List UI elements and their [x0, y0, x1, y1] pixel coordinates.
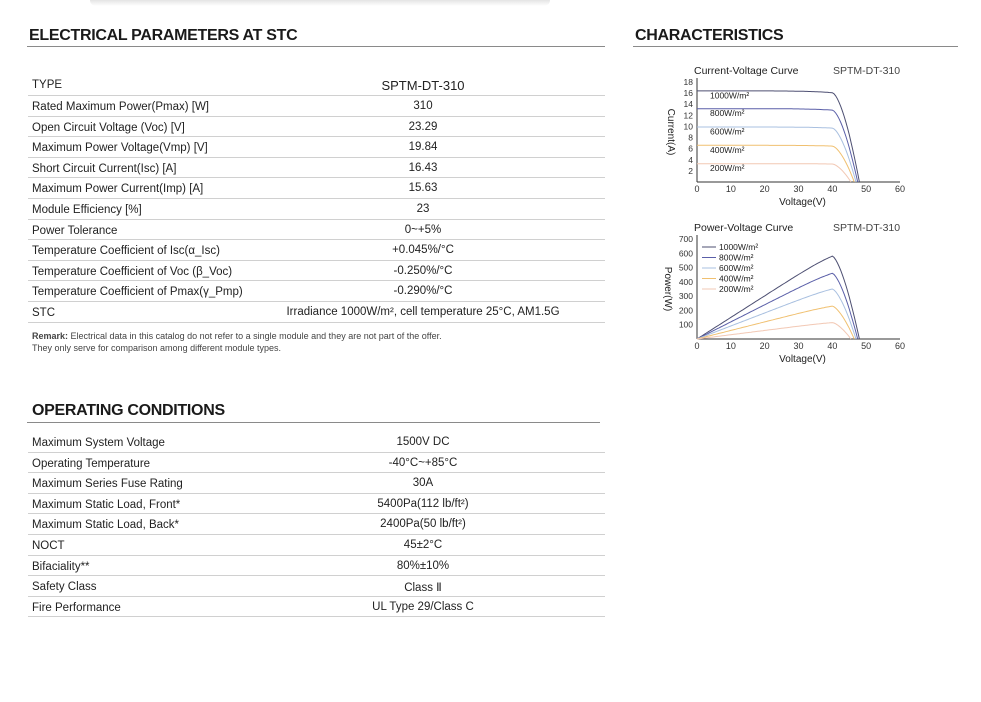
y-tick-label: 12 — [683, 110, 693, 121]
x-tick-label: 0 — [694, 184, 700, 194]
row-value: 0~+5% — [404, 223, 442, 236]
row-label: Safety Class — [32, 581, 97, 594]
electrical-table — [28, 75, 605, 323]
electrical-title: ELECTRICAL PARAMETERS AT STC — [29, 27, 298, 44]
x-tick-label: 0 — [694, 341, 700, 351]
row-label: NOCT — [32, 539, 65, 552]
x-axis-label: Voltage(V) — [779, 354, 826, 365]
table-row — [28, 576, 605, 597]
row-value: 23 — [416, 202, 430, 215]
table-row — [28, 158, 605, 179]
table-row — [28, 302, 605, 323]
legend-label: 200W/m² — [719, 284, 754, 294]
row-label: Temperature Coefficient of Voc (β_Voc) — [32, 265, 233, 278]
row-value: UL Type 29/Class C — [372, 600, 474, 613]
x-tick-label: 30 — [793, 184, 804, 194]
y-tick-label: 700 — [678, 234, 693, 244]
row-value: 16.43 — [408, 161, 438, 174]
table-row — [28, 432, 605, 453]
chart-title: Power-Voltage Curve — [694, 222, 794, 234]
y-tick-label: 500 — [678, 262, 693, 273]
x-tick-label: 40 — [827, 184, 838, 194]
remark — [32, 330, 442, 354]
series-label: 1000W/m² — [710, 90, 750, 101]
x-tick-label: 50 — [861, 341, 872, 351]
x-tick-label: 30 — [793, 341, 804, 351]
row-value: 1500V DC — [396, 436, 450, 448]
x-tick-label: 10 — [725, 341, 736, 351]
row-value: 2400Pa(50 lb/ft²) — [380, 518, 466, 531]
table-row — [28, 556, 605, 577]
table-row — [28, 178, 605, 199]
row-label: Maximum System Voltage — [32, 437, 165, 449]
y-tick-label: 16 — [683, 88, 693, 99]
y-tick-label: 6 — [688, 143, 693, 154]
row-value: 19.84 — [408, 141, 438, 154]
series-label: 200W/m² — [710, 163, 745, 174]
row-value: -0.290%/°C — [393, 285, 453, 298]
x-tick-label: 60 — [894, 184, 906, 194]
row-label: Maximum Power Current(Imp) [A] — [32, 183, 204, 196]
electrical-title-rule — [27, 46, 605, 47]
row-label: Maximum Power Voltage(Vmp) [V] — [32, 142, 208, 155]
table-row — [28, 453, 605, 474]
table-row — [28, 514, 605, 535]
chart-subtitle: SPTM-DT-310 — [833, 222, 901, 234]
row-label: Temperature Coefficient of Pmax(γ_Pmp) — [32, 286, 243, 299]
row-label: Bifaciality** — [32, 560, 90, 573]
characteristics-title: CHARACTERISTICS — [635, 27, 784, 44]
series-line — [697, 323, 851, 339]
x-tick-label: 10 — [725, 184, 736, 194]
table-row — [28, 96, 605, 117]
row-value: 310 — [413, 100, 433, 112]
table-row — [28, 473, 605, 494]
legend-label: 600W/m² — [719, 263, 754, 273]
y-tick-label: 600 — [678, 248, 693, 259]
series-label: 800W/m² — [710, 108, 745, 119]
table-row — [28, 535, 605, 556]
chart-title: Current-Voltage Curve — [694, 65, 799, 77]
row-label: Module Efficiency [%] — [32, 203, 142, 216]
y-axis-label: Current(A) — [665, 108, 676, 156]
series-label: 400W/m² — [710, 144, 745, 155]
row-value: +0.045%/°C — [392, 244, 454, 257]
y-tick-label: 100 — [678, 319, 693, 330]
row-label: Maximum Static Load, Front* — [32, 498, 181, 511]
row-label: Rated Maximum Power(Pmax) [W] — [32, 101, 210, 113]
x-tick-label: 20 — [759, 341, 770, 351]
series-label: 600W/m² — [710, 126, 745, 137]
y-tick-label: 400 — [678, 276, 693, 287]
row-label: STC — [32, 306, 55, 319]
y-tick-label: 200 — [678, 305, 693, 316]
x-tick-label: 60 — [894, 341, 906, 351]
row-label: Short Circuit Current(Isc) [A] — [32, 162, 177, 175]
x-tick-label: 40 — [827, 341, 838, 351]
x-axis-label: Voltage(V) — [779, 197, 826, 208]
row-label: Maximum Static Load, Back* — [32, 519, 180, 532]
y-tick-label: 8 — [688, 132, 693, 143]
table-row — [28, 261, 605, 282]
y-tick-label: 300 — [678, 291, 693, 302]
operating-title: OPERATING CONDITIONS — [32, 402, 225, 419]
operating-title-rule — [27, 422, 600, 423]
y-tick-label: 18 — [683, 77, 693, 87]
table-row — [28, 240, 605, 261]
row-value: -0.250%/°C — [393, 264, 453, 277]
x-tick-label: 20 — [759, 184, 770, 194]
table-row — [28, 281, 605, 302]
table-row — [28, 137, 605, 158]
series-line — [697, 289, 856, 339]
operating-table — [28, 432, 605, 617]
row-label: Power Tolerance — [32, 224, 118, 237]
y-tick-label: 14 — [683, 99, 693, 110]
row-value: -40°C~+85°C — [388, 456, 458, 469]
iv-chart — [655, 60, 955, 215]
legend-label: 1000W/m² — [719, 242, 759, 252]
y-tick-label: 2 — [688, 165, 693, 176]
y-axis-label: Power(W) — [662, 266, 673, 312]
table-row — [28, 117, 605, 138]
row-label: Fire Performance — [32, 601, 121, 614]
row-value: 23.29 — [408, 120, 438, 133]
remark-line2: They only serve for comparison among different module types. — [32, 343, 281, 353]
row-value: Irradiance 1000W/m², cell temperature 25°C, AM1.5G — [286, 305, 560, 318]
type-label: TYPE — [32, 79, 63, 91]
remark-label: Remark: — [32, 331, 69, 341]
chart-subtitle: SPTM-DT-310 — [833, 65, 901, 77]
row-label: Open Circuit Voltage (Voc) [V] — [32, 121, 185, 134]
type-value: SPTM-DT-310 — [381, 78, 465, 93]
row-label: Temperature Coefficient of Isc(α_Isc) — [32, 245, 220, 258]
row-value: 15.63 — [408, 182, 438, 195]
row-label: Operating Temperature — [32, 457, 151, 470]
table-header-row — [28, 75, 605, 96]
remark-line1: Electrical data in this catalog do not refer to a single module and they are not part of the offer. — [68, 331, 442, 341]
row-label: Maximum Series Fuse Rating — [32, 478, 183, 491]
legend-label: 800W/m² — [719, 252, 754, 263]
y-tick-label: 10 — [683, 121, 693, 132]
table-row — [28, 597, 605, 618]
row-value: 30A — [412, 477, 434, 490]
top-shadow — [90, 0, 550, 6]
legend-label: 400W/m² — [719, 273, 754, 284]
row-value: 80%±10% — [396, 559, 450, 572]
characteristics-title-rule — [633, 46, 958, 47]
table-row — [28, 220, 605, 241]
row-value: 5400Pa(112 lb/ft²) — [377, 497, 469, 510]
row-value: 45±2°C — [403, 538, 443, 551]
table-row — [28, 199, 605, 220]
y-tick-label: 4 — [688, 154, 693, 165]
row-value: Class Ⅱ — [404, 582, 442, 595]
table-row — [28, 494, 605, 515]
x-tick-label: 50 — [861, 184, 872, 194]
pv-chart — [655, 217, 955, 372]
